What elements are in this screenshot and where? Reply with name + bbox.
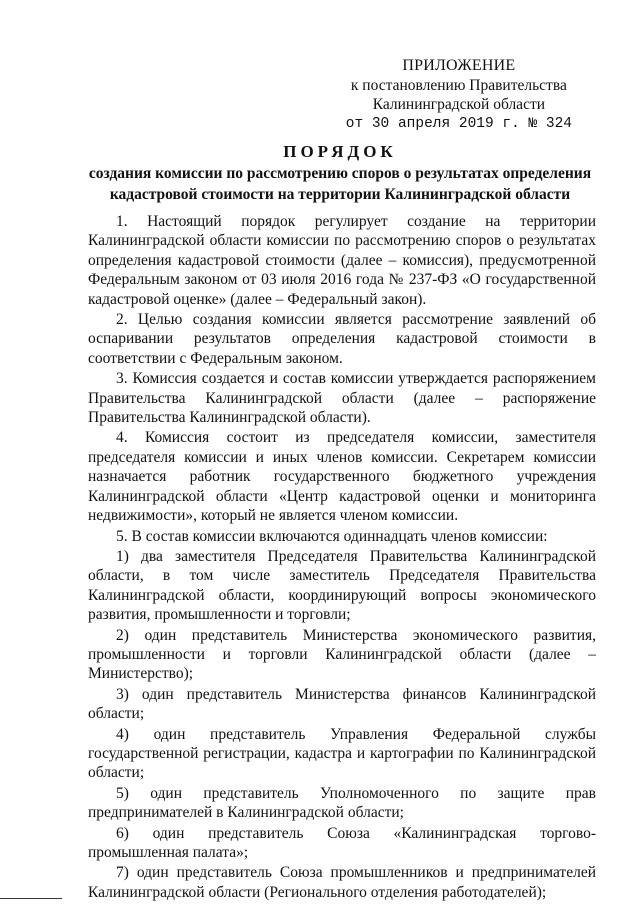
appendix-title: ПРИЛОЖЕНИЕ (402, 57, 516, 74)
list-item: 4) один представитель Управления Федеральной службы государственной регистрации, кадастра и картографии по Калининградской области; (88, 725, 596, 782)
list-item: 2) один представитель Министерства экономического развития, промышленности и торговли Калининградской области (далее – Министерство); (88, 626, 596, 683)
appendix-header (346, 56, 572, 134)
paragraph: 5. В состав комиссии включаются одиннадцать членов комиссии: (116, 527, 548, 545)
paragraph: 3. Комиссия создается и состав комиссии утверждается распоряжением Правительства Калининградской области (далее – распоряжение Правительства Калининградской области). (88, 370, 596, 427)
list-item: 1) два заместителя Председателя Правительства Калининградской области, в том числе заместитель Председателя Правительства Калининградской области, координирующий вопросы экономического развития, промышленности и торговли; (88, 547, 596, 624)
paragraph: 4. Комиссия состоит из председателя комиссии, заместителя председателя комиссии и иных членов комиссии. Секретарем комиссии назначается работник государственного бюджетного учреждения Калининградской области «Центр кадастровой оценки и мониторинга недвижимости», который не является членом комиссии. (88, 429, 596, 525)
heading-subtitle: кадастровой стоимости на территории Калининградской области (109, 186, 571, 203)
appendix-line: к постановлению Правительства (350, 76, 567, 94)
heading-title: ПОРЯДОК (283, 142, 397, 161)
paragraph: 1. Настоящий порядок регулирует создание на территории Калининградской области комиссии по рассмотрению споров о результатах определения кадастровой стоимости (далее – комиссия), предусмотренной Федеральным законом от 03 июля 2016 года № 237-ФЗ «О государственной кадастровой оценке» (далее – Федеральный закон). (88, 213, 596, 308)
document-heading (60, 141, 620, 205)
list-item: 7) один представитель Союза промышленников и предпринимателей Калининградской области (Регионального отделения работодателей); (88, 864, 596, 901)
list-item: 6) один представитель Союза «Калининградская торгово-промышленная палата»; (88, 824, 596, 861)
paragraph: 2. Целью создания комиссии является рассмотрение заявлений об оспаривании результатов определения кадастровой стоимости в соответствии с Федеральным законом. (88, 311, 596, 367)
footnote-divider (0, 898, 62, 899)
heading-subtitle: создания комиссии по рассмотрению споров о результатах определения (88, 165, 592, 182)
list-item: 3) один представитель Министерства финансов Калининградской области; (88, 685, 596, 723)
appendix-line: Калининградской области (372, 96, 546, 113)
decree-reference: от 30 апреля 2019 г. № 324 (345, 115, 572, 132)
document-body (88, 212, 596, 903)
list-item: 5) один представитель Уполномоченного по защите прав предпринимателей в Калининградской области; (88, 784, 596, 822)
